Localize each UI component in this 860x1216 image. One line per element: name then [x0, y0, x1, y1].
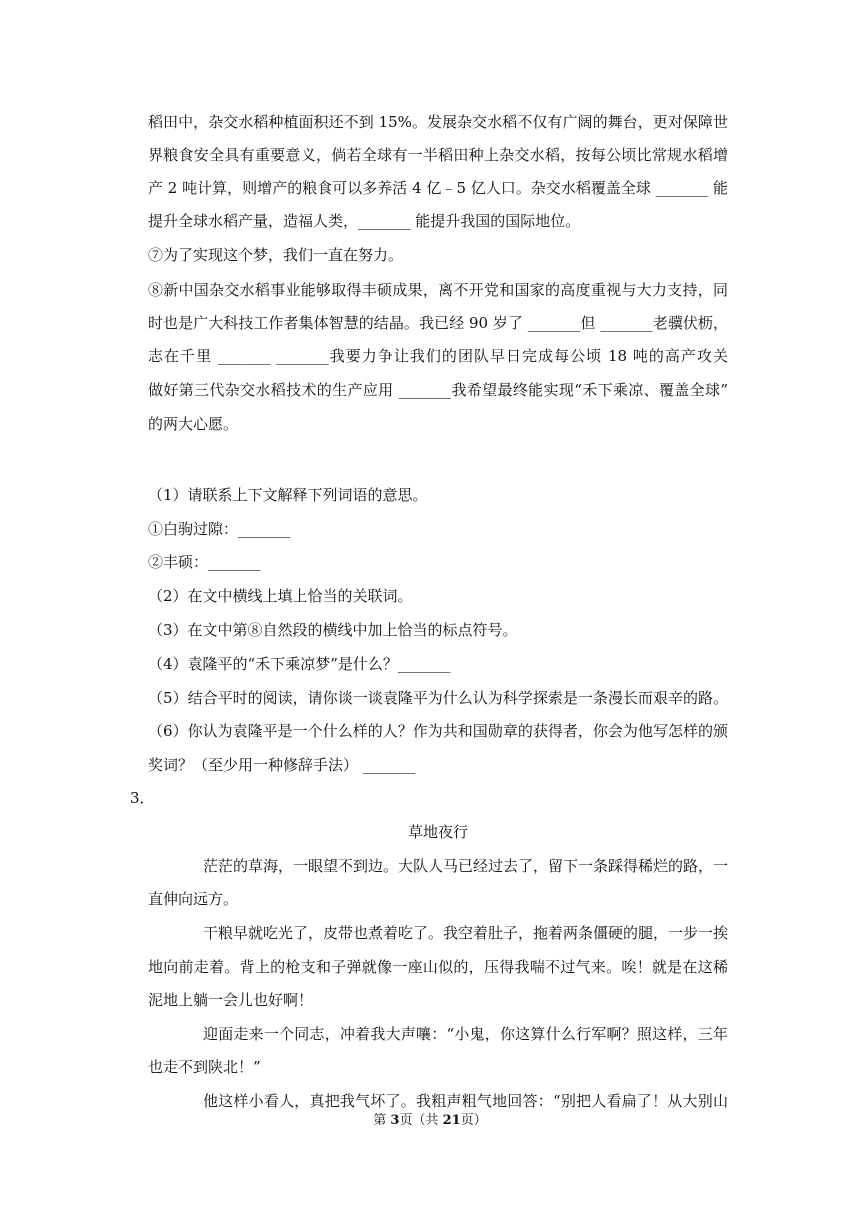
question-3: （3）在文中第⑧自然段的横线中加上恰当的标点符号。 — [148, 621, 518, 639]
question-4: （4）袁隆平的“禾下乘凉梦”是什么？_______ — [148, 655, 451, 673]
passage-line: 泥地上躺一会儿也好啊！ — [148, 991, 314, 1009]
passage-line: 志在千里 _______ _______我要力争让我们的团队早日完成每公顷 18 吨的高产攻关 — [148, 347, 728, 365]
passage-line: 地向前走着。背上的枪支和子弹就像一座山似的，压得我喘不过气来。唉！就是在这稀 — [148, 958, 728, 976]
question-1-item-1: ①白驹过隙：_______ — [148, 520, 291, 538]
passage-line: 迎面走来一个同志，冲着我大声嚷：“小鬼，你这算什么行军啊？照这样，三年 — [203, 1025, 728, 1043]
passage-line: 茫茫的草海，一眼望不到边。大队人马已经过去了，留下一条踩得稀烂的路，一 — [203, 857, 729, 875]
footer-prefix: 第 — [373, 1113, 391, 1128]
page-total: 21 — [442, 1113, 461, 1128]
page-footer — [0, 1112, 860, 1130]
question-6: （6）你认为袁隆平是一个什么样的人？作为共和国勋章的获得者，你会为他写怎样的颁 — [148, 722, 728, 740]
page-number: 3 — [390, 1113, 400, 1128]
question-6-cont: 奖词？（至少用一种修辞手法） _______ — [148, 756, 416, 774]
paragraph-8: ⑧新中国杂交水稻事业能够取得丰硕成果，离不开党和国家的高度重视与大力支持，同 — [148, 281, 728, 299]
passage-line: 产 2 吨计算，则增产的粮食可以多养活 4 亿﹣5 亿人口。杂交水稻覆盖全球 _______ 能 — [148, 179, 728, 197]
passage-line: 做好第三代杂交水稻技术的生产应用 _______我希望最终能实现“禾下乘凉、覆盖全球” — [148, 381, 728, 399]
question-1: （1）请联系上下文解释下列词语的意思。 — [148, 486, 428, 504]
passage-line: 时也是广大科技工作者集体智慧的结晶。我已经 90 岁了 _______但 _______老骥伏枥， — [148, 314, 728, 332]
question-5: （5）结合平时的阅读，请你谈一谈袁隆平为什么认为科学探索是一条漫长而艰辛的路。 — [148, 689, 728, 707]
passage-line: 也走不到陕北！” — [148, 1058, 261, 1076]
passage-line: 提升全球水稻产量，造福人类，_______ 能提升我国的国际地位。 — [148, 212, 581, 230]
passage-line: 稻田中，杂交水稻种植面积还不到 15%。发展杂交水稻不仅有广阔的舞台，更对保障世 — [148, 113, 728, 131]
passage-line: 直伸向远方。 — [148, 890, 239, 908]
footer-middle: 页（共 — [399, 1113, 443, 1128]
question-1-item-2: ②丰硕：_______ — [148, 553, 261, 571]
passage-line: 他这样小看人，真把我气坏了。我粗声粗气地回答：“别把人看扁了！从大别山 — [203, 1092, 728, 1110]
passage-title: 草地夜行 — [407, 823, 468, 841]
question-number: 3． — [130, 789, 155, 807]
question-2: （2）在文中横线上填上恰当的关联词。 — [148, 587, 413, 605]
footer-suffix: 页） — [460, 1113, 487, 1128]
passage-line: 干粮早就吃光了，皮带也煮着吃了。我空着肚子，拖着两条僵硬的腿，一步一挨 — [203, 924, 729, 942]
paragraph-7: ⑦为了实现这个梦，我们一直在努力。 — [148, 246, 404, 264]
passage-line: 界粮食安全具有重要意义，倘若全球有一半稻田种上杂交水稻，按每公顷比常规水稻增 — [148, 146, 728, 164]
passage-line: 的两大心愿。 — [148, 415, 239, 433]
